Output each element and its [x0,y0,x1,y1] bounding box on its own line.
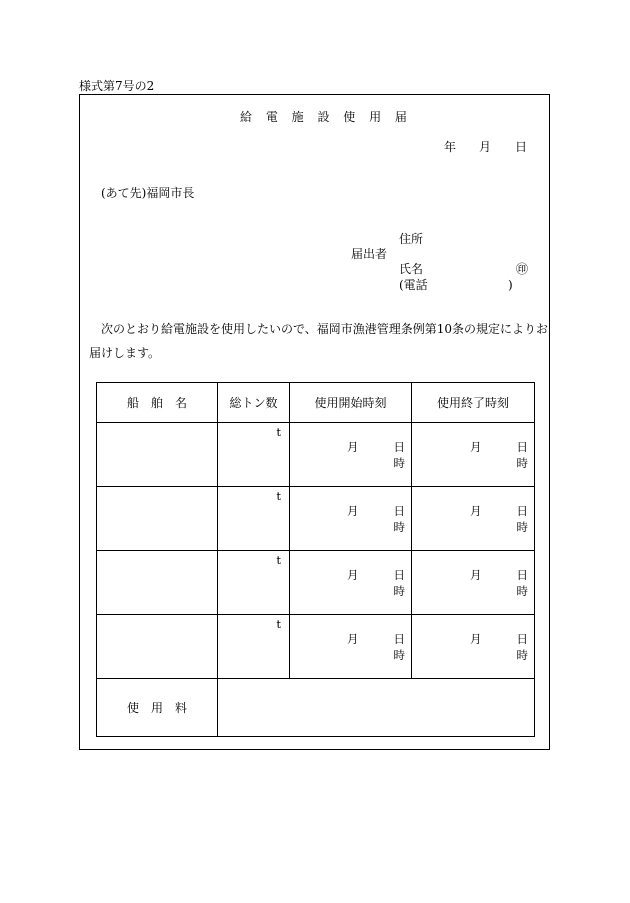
name-label: 氏名 [399,262,424,276]
table-row [97,615,535,679]
header-start-time: 使用開始時刻 [290,383,412,423]
date-year: 年 [444,140,457,154]
header-ship-name: 船 舶 名 [97,383,218,423]
date-month: 月 [479,140,492,154]
seal-mark: ㊞ [516,262,529,276]
start-hour: 時 [393,584,405,598]
end-month: 月 [470,568,482,582]
start-day: 日 [393,568,405,582]
end-day: 日 [516,632,528,646]
end-hour: 時 [516,648,528,662]
ship-name-cell[interactable] [97,487,218,551]
start-month: 月 [347,440,359,454]
start-month: 月 [347,568,359,582]
end-time-cell[interactable] [412,487,535,551]
end-hour: 時 [516,456,528,470]
end-day: 日 [516,568,528,582]
start-time-cell[interactable] [290,551,412,615]
applicant-label: 届出者 [351,247,388,261]
ton-unit: t [276,553,281,567]
ship-name-cell[interactable] [97,615,218,679]
ton-unit: t [276,489,281,503]
start-hour: 時 [393,520,405,534]
table-row [97,551,535,615]
start-day: 日 [393,632,405,646]
start-time-cell[interactable] [290,487,412,551]
end-hour: 時 [516,584,528,598]
body-text-line1: 次のとおり給電施設を使用したいので、福岡市漁港管理条例第10条の規定によりお [101,322,549,336]
tonnage-cell[interactable] [218,615,290,679]
fee-label: 使 用 料 [97,679,218,737]
address-label: 住所 [399,232,424,246]
body-text-line2: 届けします。 [89,346,161,360]
fee-value-cell[interactable] [218,679,535,737]
usage-table [96,382,535,737]
start-day: 日 [393,504,405,518]
table-row [97,423,535,487]
end-time-cell[interactable] [412,551,535,615]
form-title: 給 電 施 設 使 用 届 [240,110,409,124]
table-row [97,487,535,551]
ship-name-cell[interactable] [97,551,218,615]
ton-unit: t [276,425,281,439]
end-time-cell[interactable] [412,615,535,679]
end-month: 月 [470,440,482,454]
tonnage-cell[interactable] [218,551,290,615]
phone-open: (電話 [399,278,428,292]
fee-row [97,679,535,737]
ship-name-cell[interactable] [97,423,218,487]
tonnage-cell[interactable] [218,423,290,487]
addressee: (あて先)福岡市長 [101,186,195,200]
phone-close: ) [508,278,513,292]
ton-unit: t [276,617,281,631]
end-day: 日 [516,504,528,518]
start-month: 月 [347,632,359,646]
header-gross-tonnage: 総トン数 [218,383,290,423]
start-time-cell[interactable] [290,423,412,487]
table-header-row [97,383,535,423]
end-month: 月 [470,632,482,646]
tonnage-cell[interactable] [218,487,290,551]
start-time-cell[interactable] [290,615,412,679]
form-number: 様式第7号の2 [79,79,155,93]
start-hour: 時 [393,456,405,470]
start-day: 日 [393,440,405,454]
start-month: 月 [347,504,359,518]
header-end-time: 使用終了時刻 [412,383,535,423]
start-hour: 時 [393,648,405,662]
end-hour: 時 [516,520,528,534]
date-day: 日 [515,140,528,154]
end-time-cell[interactable] [412,423,535,487]
end-month: 月 [470,504,482,518]
end-day: 日 [516,440,528,454]
